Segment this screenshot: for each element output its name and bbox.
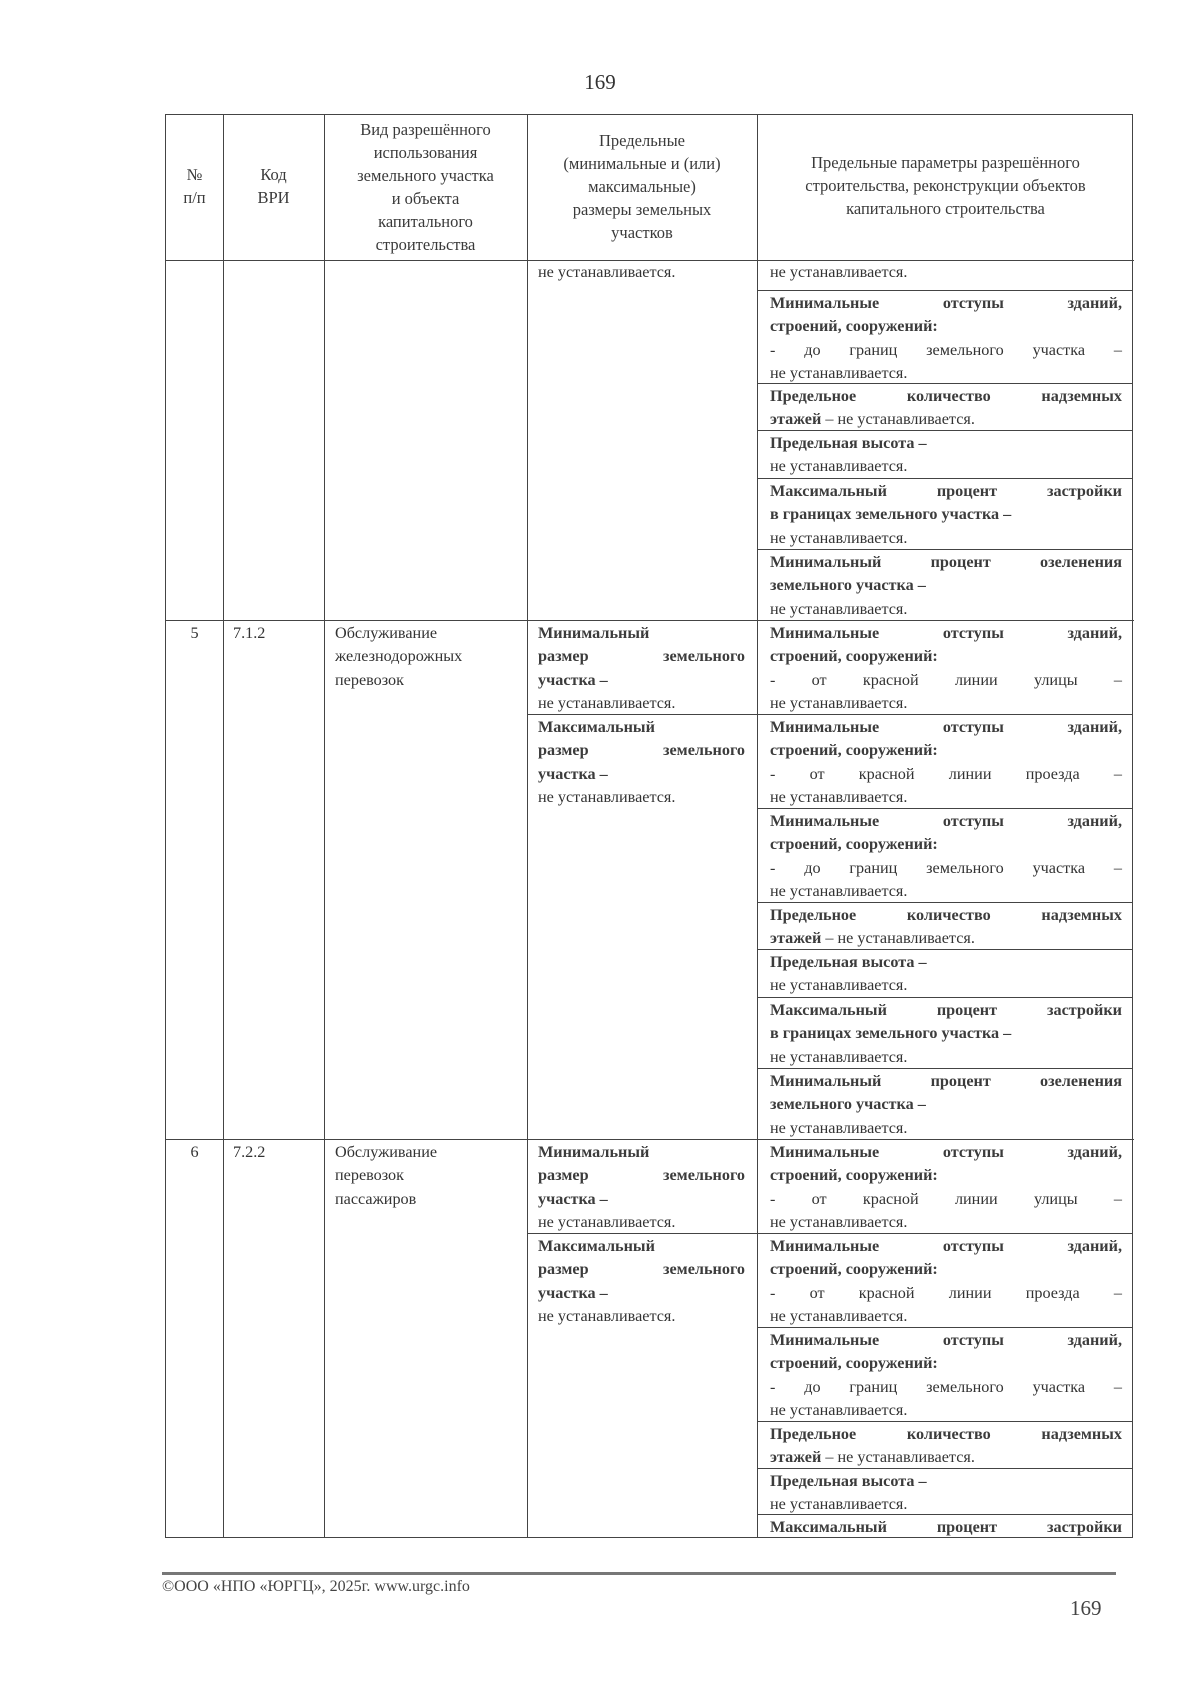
- header-code: Код ВРИ: [257, 165, 290, 207]
- row-number: 5: [190, 624, 199, 642]
- column-border: [527, 115, 528, 1537]
- cell-text: не устанавливается.: [538, 694, 676, 713]
- cell-text: Минимальные отступы зданий,: [770, 718, 1122, 736]
- param-floors-cell: [770, 385, 1122, 432]
- cell-border: [757, 290, 1132, 291]
- param-setbacks-cell: [770, 716, 1122, 810]
- param-setbacks-cell: [770, 292, 1122, 386]
- cell-text: не устанавливается.: [770, 1495, 908, 1514]
- cell-text: Минимальный: [538, 1143, 650, 1161]
- cell-text: не устанавливается.: [770, 263, 908, 281]
- cell-text: Минимальный процент озеленения: [770, 553, 1122, 571]
- cell-text: Максимальный процент застройки: [770, 482, 1122, 500]
- cell-text: в границах земельного участка –: [770, 1024, 1012, 1043]
- cell-text: размер земельного: [538, 1260, 745, 1279]
- cell-text: участка –: [538, 670, 608, 689]
- cell-text: Минимальный процент озеленения: [770, 1072, 1122, 1090]
- param-setbacks-cell: [770, 810, 1122, 904]
- header-number: № п/п: [183, 165, 206, 207]
- param-floors-cell: [770, 1423, 1122, 1470]
- param-setbacks-cell: [770, 622, 1122, 716]
- header-permitted-use: Вид разрешённого использования земельного участка и объекта капитального строительства: [357, 120, 494, 254]
- max-plot-size-cell: [538, 716, 745, 810]
- cell-text: строений, сооружений:: [770, 647, 938, 666]
- cell-text: Предельное количество надземных: [770, 387, 1122, 405]
- cell-text: не устанавливается.: [770, 788, 908, 807]
- cell-text: строений, сооружений:: [770, 317, 938, 336]
- cell-text: не устанавливается.: [770, 1213, 908, 1232]
- param-height-cell: [770, 951, 1122, 998]
- cell-text: Максимальный: [538, 1237, 655, 1255]
- cell-text: Максимальный: [538, 718, 655, 736]
- param-floors-cell: [770, 904, 1122, 951]
- cell-text: Предельная высота –: [770, 953, 927, 971]
- cell-text: не устанавливается.: [770, 976, 908, 995]
- footer-copyright: ©ООО «НПО «ЮРГЦ», 2025г. www.urgc.info: [162, 1578, 470, 1595]
- cell-text: земельного участка –: [770, 1095, 926, 1114]
- cell-text: не устанавливается.: [538, 1213, 676, 1232]
- row-code: 7.1.2: [233, 624, 266, 642]
- cell-text: в границах земельного участка –: [770, 505, 1012, 524]
- param-height-cell: [770, 1470, 1122, 1517]
- cell-text: строений, сооружений:: [770, 1354, 938, 1373]
- param-greening-cell: [770, 551, 1122, 621]
- cell-text: не устанавливается.: [770, 364, 908, 383]
- cell-text: Минимальные отступы зданий,: [770, 812, 1122, 830]
- cell-text: Предельная высота –: [770, 1472, 927, 1490]
- cell-text: Предельная высота –: [770, 434, 927, 452]
- cell-text: – не устанавливается.: [821, 410, 975, 429]
- row-permitted-use: Обслуживание перевозок пассажиров: [335, 1143, 438, 1208]
- header-plot-sizes: Предельные (минимальные и (или) максимальные) размеры земельных участков: [563, 131, 721, 242]
- cell-text: этажей: [770, 929, 822, 948]
- cell-text: - от красной линии улицы –: [770, 670, 1122, 689]
- param-greening-cell: [770, 1070, 1122, 1140]
- regulations-table: [165, 114, 1133, 1538]
- cell-text: Минимальные отступы зданий,: [770, 294, 1122, 312]
- page-number-bottom: 169: [1070, 1596, 1102, 1620]
- min-plot-size-cell: [538, 1141, 745, 1235]
- cell-text: строений, сооружений:: [770, 1260, 938, 1279]
- cell-text: Предельное количество надземных: [770, 1425, 1122, 1443]
- cell-text: земельного участка –: [770, 576, 926, 595]
- column-border: [324, 115, 325, 1537]
- cell-text: Максимальный процент застройки: [770, 1518, 1122, 1536]
- cell-text: - до границ земельного участка –: [770, 1377, 1122, 1396]
- param-height-cell: [770, 432, 1122, 479]
- row-permitted-use: Обслуживание железнодорожных перевозок: [335, 624, 463, 689]
- cell-text: участка –: [538, 764, 608, 783]
- cell-text: – не устанавливается.: [821, 1448, 975, 1467]
- cell-text: Минимальные отступы зданий,: [770, 624, 1122, 642]
- param-setbacks-cell: [770, 1141, 1122, 1235]
- cell-text: Максимальный процент застройки: [770, 1001, 1122, 1019]
- cell-text: Предельное количество надземных: [770, 906, 1122, 924]
- cell-text: не устанавливается.: [770, 1047, 908, 1066]
- cell-text: участка –: [538, 1189, 608, 1208]
- cell-text: – не устанавливается.: [821, 929, 975, 948]
- cell-text: не устанавливается.: [770, 599, 908, 618]
- cell-text: Минимальные отступы зданий,: [770, 1143, 1122, 1161]
- column-border: [223, 115, 224, 1537]
- cell-text: не устанавливается.: [538, 788, 676, 807]
- cell-text: этажей: [770, 1448, 822, 1467]
- cell-text: участка –: [538, 1283, 608, 1302]
- param-coverage-cell: [770, 999, 1122, 1069]
- param-coverage-cell: [770, 1516, 1122, 1539]
- cell-text: строений, сооружений:: [770, 741, 938, 760]
- cell-text: Минимальный: [538, 624, 650, 642]
- row-code: 7.2.2: [233, 1143, 266, 1161]
- cell-text: не устанавливается.: [770, 882, 908, 901]
- cell-text: Минимальные отступы зданий,: [770, 1237, 1122, 1255]
- cell-text: этажей: [770, 410, 822, 429]
- cell-text: - до границ земельного участка –: [770, 340, 1122, 359]
- footer-divider: [162, 1572, 1116, 1575]
- cell-text: Минимальные отступы зданий,: [770, 1331, 1122, 1349]
- cell-text: не устанавливается.: [538, 1307, 676, 1326]
- cell-text: - от красной линии проезда –: [770, 764, 1122, 783]
- cell-text: строений, сооружений:: [770, 1166, 938, 1185]
- header-construction-params: Предельные параметры разрешённого строительства, реконструкции объектов капитального строительства: [805, 153, 1086, 218]
- cell-text: - от красной линии проезда –: [770, 1283, 1122, 1302]
- cell-text: размер земельного: [538, 647, 745, 666]
- cell-text: не устанавливается.: [770, 1118, 908, 1137]
- cell-text: не устанавливается.: [770, 1401, 908, 1420]
- column-border: [757, 115, 758, 1537]
- cell-text: не устанавливается.: [770, 694, 908, 713]
- max-plot-size-cell: [538, 1235, 745, 1329]
- cell-text: не устанавливается.: [770, 1307, 908, 1326]
- cell-text: не устанавливается.: [770, 457, 908, 476]
- cell-text: - от красной линии улицы –: [770, 1189, 1122, 1208]
- cell-text: не устанавливается.: [538, 263, 676, 281]
- page-number-top: 169: [584, 70, 616, 94]
- cell-text: не устанавливается.: [770, 528, 908, 547]
- param-setbacks-cell: [770, 1329, 1122, 1423]
- param-coverage-cell: [770, 480, 1122, 550]
- cell-text: размер земельного: [538, 1166, 745, 1185]
- min-plot-size-cell: [538, 622, 745, 716]
- cell-text: размер земельного: [538, 741, 745, 760]
- cell-text: строений, сооружений:: [770, 835, 938, 854]
- param-setbacks-cell: [770, 1235, 1122, 1329]
- cell-text: - до границ земельного участка –: [770, 858, 1122, 877]
- row-number: 6: [190, 1143, 199, 1161]
